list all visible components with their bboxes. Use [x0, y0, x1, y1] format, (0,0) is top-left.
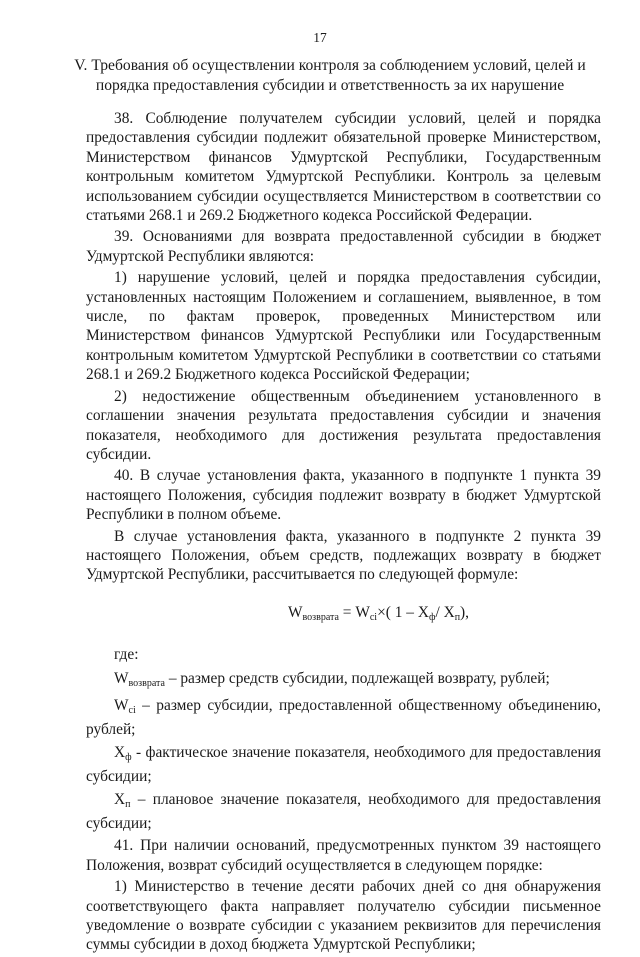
paragraph-41: 41. При наличии оснований, предусмотренных пунктом 39 настоящего Положения, возврат субсидий осуществляется в следующем порядке: — [86, 837, 601, 874]
paragraph-39: 39. Основаниями для возврата предоставленной субсидии в бюджет Удмуртской Республики являются: — [86, 228, 601, 265]
where-label: где: — [114, 646, 139, 664]
page-number: 17 — [313, 30, 327, 45]
definition-w-ci: $W_{ci}$ – размер субсидии, предоставленной общественному объединению, рублей; — [86, 696, 601, 739]
formula-open: ×( 1 – — [377, 603, 418, 621]
section-title: V. Требования об осуществлении контроля за соблюдением условий, целей и порядка предоставления субсидии и ответственность за их нарушение — [74, 57, 586, 94]
definition-w-return: $W_{возврата}$ – размер средств субсидии, подлежащей возврату, рублей; — [114, 669, 550, 689]
paragraph-41-item-1: 1) Министерство в течение десяти рабочих дней со дня обнаружения соответствующего факта направляет получателю субсидии письменное уведомление о возврате субсидии с указанием реквизитов для перечисления суммы субсидии в доход бюджета Удмуртской Республики; — [86, 878, 601, 954]
definition-x-p: $X_п$ – плановое значение показателя, необходимого для предоставления субсидии; — [86, 790, 601, 832]
formula-slash: / — [435, 603, 444, 621]
definition-x-f: $X_ф$ - фактическое значение показателя, необходимого для предоставления субсидии; — [86, 743, 601, 786]
paragraph-38: 38. Соблюдение получателем субсидии условий, целей и порядка предоставления субсидии подлежит обязательной проверке Министерством, Министерством финансов Удмуртской Республики, Государственным контрольным комитетом Удмуртской Республики. Контроль за целевым использованием субсидии осуществляется Министерством в соответствии со статьями 268.1 и 269.2 Бюджетного кодекса Российской Федерации. — [86, 110, 601, 225]
formula-xf: $X_ф$ — [417, 603, 436, 623]
return-formula — [86, 603, 601, 627]
paragraph-39-item-1: 1) нарушение условий, целей и порядка предоставления субсидии, установленных настоящим Положением и соглашением, выявленное, в том числе, по фактам проверок, проведенных Министерством или Министерством финансов Удмуртской Республики или Государственным контрольным комитетом Удмуртской Республики в соответствии со статьями 268.1 и 269.2 Бюджетного кодекса Российской Федерации; — [86, 269, 601, 384]
formula-wci: $W_{ci}$ — [355, 603, 378, 623]
formula-equals: = — [338, 603, 356, 621]
formula-close: ), — [460, 603, 470, 621]
body-text — [86, 109, 601, 957]
formula-lhs: $W_{возврата}$ — [287, 603, 339, 623]
paragraph-40: 40. В случае установления факта, указанного в подпункте 1 пункта 39 настоящего Положения, субсидия подлежит возврату в бюджет Удмуртской Республики в полном объеме. — [86, 467, 601, 524]
formula-xn: $X_п$ — [443, 603, 461, 623]
paragraph-40-continued: В случае установления факта, указанного в подпункте 2 пункта 39 настоящего Положения, объем средств, подлежащих возврату в бюджет Удмуртской Республики, рассчитывается по следующей формуле: — [86, 527, 601, 584]
paragraph-39-item-2: 2) недостижение общественным объединением установленного в соглашении значения результата предоставления субсидии и значения показателя, необходимого для достижения результата предоставления субсидии. — [86, 387, 601, 463]
